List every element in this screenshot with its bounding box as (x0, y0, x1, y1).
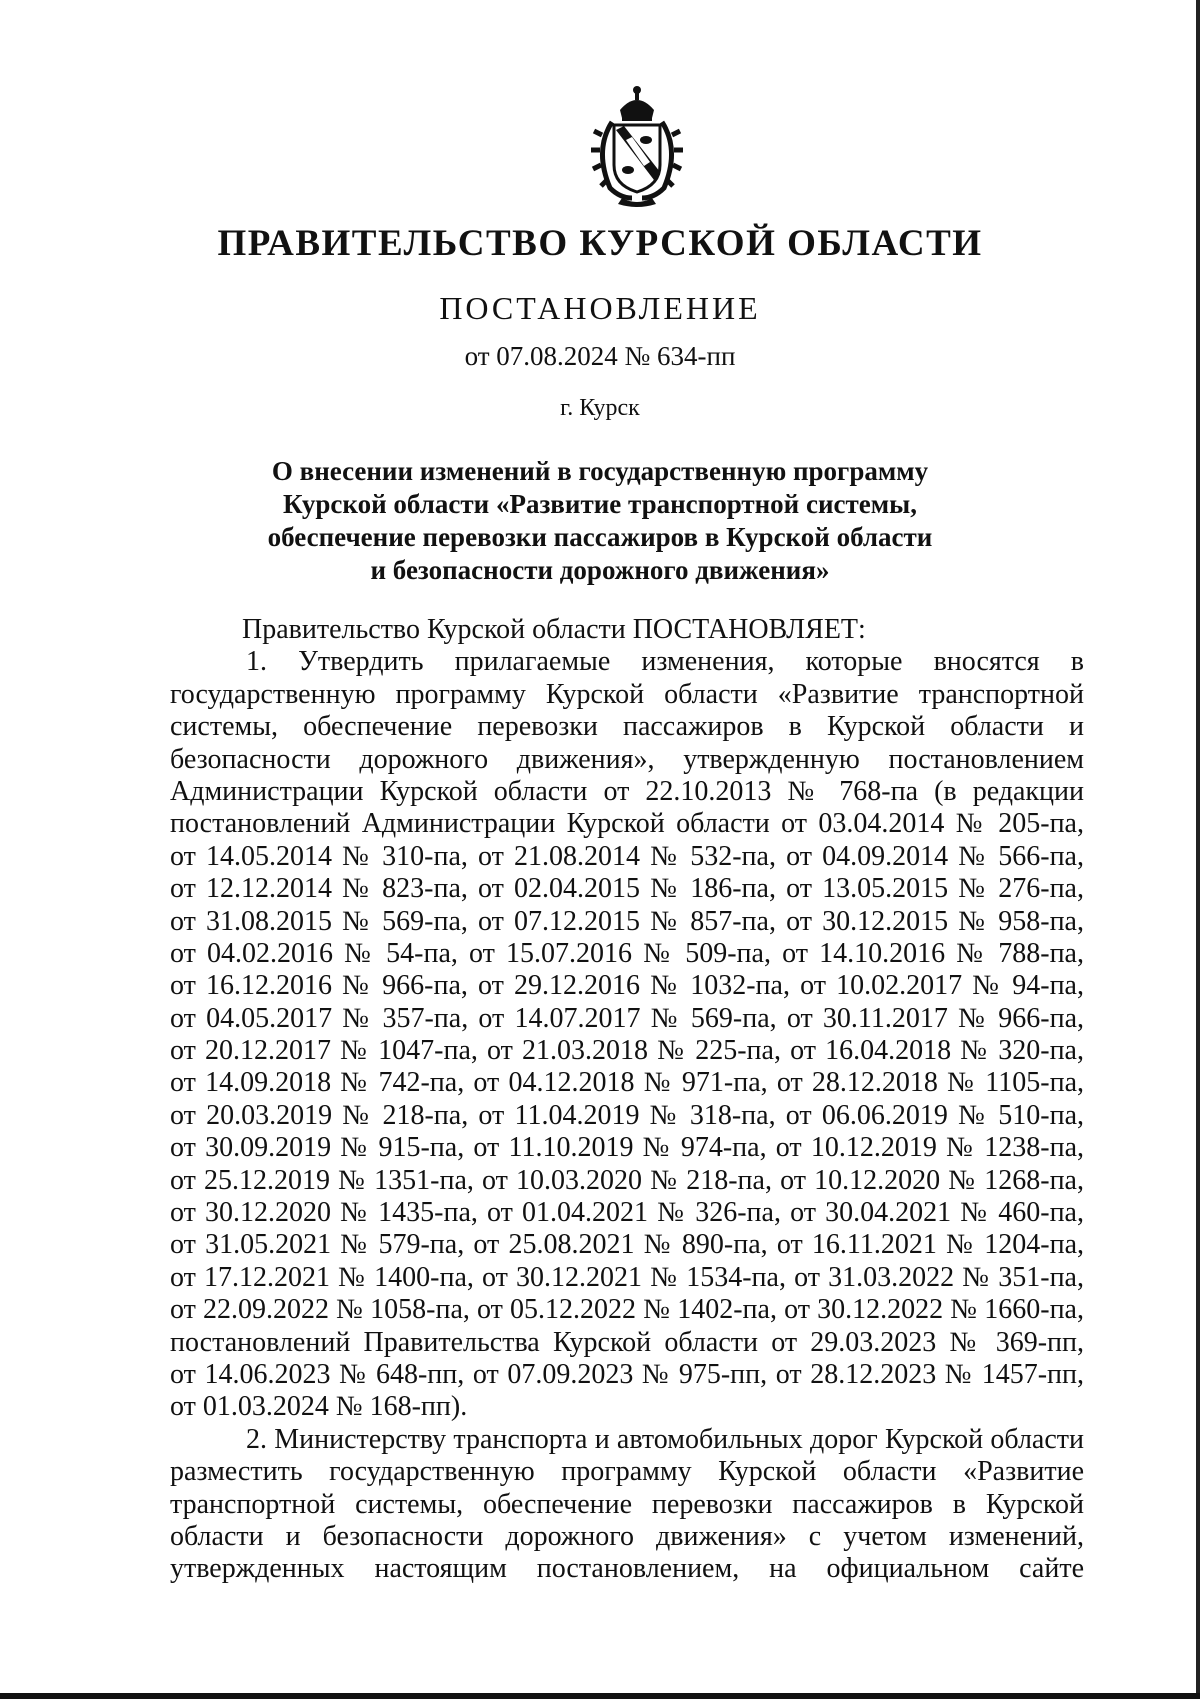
paragraph-1-line: от 20.03.2019 № 218-па, от 11.04.2019 № 318-па, от 06.06.2019 № 510-па, (170, 1099, 1084, 1131)
paragraph-1-line: от 30.12.2020 № 1435-па, от 01.04.2021 № 326-па, от 30.04.2021 № 460-па, (170, 1197, 1084, 1229)
paragraph-2-line: области и безопасности дорожного движения» с учетом изменений, (170, 1520, 1084, 1552)
paragraph-1-line: Администрации Курской области от 22.10.2013 № 768-па (в редакции (170, 775, 1084, 807)
heading-line: О внесении изменений в государственную программу (271, 456, 929, 486)
paragraph-1-line: от 31.05.2021 № 579-па, от 25.08.2021 № 890-па, от 16.11.2021 № 1204-па, (170, 1229, 1084, 1261)
document-body (170, 614, 1084, 1586)
paragraph-1-line: от 14.09.2018 № 742-па, от 04.12.2018 № 971-па, от 28.12.2018 № 1105-па, (170, 1067, 1084, 1099)
kursk-oblast-coat-of-arms-icon (572, 80, 702, 210)
heading-line: и безопасности дорожного движения» (370, 555, 830, 585)
paragraph-1-line: государственную программу Курской области «Развитие транспортной (170, 678, 1084, 710)
paragraph-1-line: от 31.08.2015 № 569-па, от 07.12.2015 № 857-па, от 30.12.2015 № 958-па, (170, 905, 1084, 937)
paragraph-2-line: транспортной системы, обеспечение перевозки пассажиров в Курской (170, 1488, 1084, 1520)
paragraph-1-line: от 22.09.2022 № 1058-па, от 05.12.2022 № 1402-па, от 30.12.2022 № 1660-па, (170, 1294, 1084, 1326)
paragraph-2-line: утвержденных настоящим постановлением, на официальном сайте (170, 1553, 1084, 1585)
paragraph-1-line: от 01.03.2024 № 168-пп). (170, 1391, 468, 1423)
paragraph-2-line: разместить государственную программу Курской области «Развитие (170, 1456, 1084, 1488)
paragraph-1-line: от 25.12.2019 № 1351-па, от 10.03.2020 № 218-па, от 10.12.2020 № 1268-па, (170, 1164, 1084, 1196)
paragraph-1-line: от 20.12.2017 № 1047-па, от 21.03.2018 № 225-па, от 16.04.2018 № 320-па, (170, 1035, 1084, 1067)
document-date-number: от 07.08.2024 № 634-пп (464, 341, 736, 371)
organization-title: ПРАВИТЕЛЬСТВО КУРСКОЙ ОБЛАСТИ (217, 223, 983, 264)
paragraph-1-line: постановлений Администрации Курской области от 03.04.2014 № 205-па, (170, 808, 1084, 840)
body-intro: Правительство Курской области ПОСТАНОВЛЯЕТ: (242, 614, 866, 645)
paragraph-1-line: от 30.09.2019 № 915-па, от 11.10.2019 № 974-па, от 10.12.2019 № 1238-па, (170, 1132, 1084, 1164)
document-heading (0, 455, 1200, 587)
paragraph-1-line: системы, обеспечение перевозки пассажиров в Курской области и (170, 711, 1084, 743)
document-type: ПОСТАНОВЛЕНИЕ (439, 290, 761, 326)
paragraph-1-line: постановлений Правительства Курской области от 29.03.2023 № 369-пп, (170, 1326, 1084, 1358)
paragraph-1-line: безопасности дорожного движения», утвержденную постановлением (170, 743, 1084, 775)
paragraph-1-line: от 17.12.2021 № 1400-па, от 30.12.2021 № 1534-па, от 31.03.2022 № 351-па, (170, 1261, 1084, 1293)
paragraph-1-line: от 16.12.2016 № 966-па, от 29.12.2016 № 1032-па, от 10.02.2017 № 94-па, (170, 970, 1084, 1002)
paragraph-1-line: от 04.05.2017 № 357-па, от 14.07.2017 № 569-па, от 30.11.2017 № 966-па, (170, 1002, 1084, 1034)
paragraph-1-line: 1. Утвердить прилагаемые изменения, которые вносятся в (246, 646, 1084, 678)
paragraph-1-line: от 14.05.2014 № 310-па, от 21.08.2014 № 532-па, от 04.09.2014 № 566-па, (170, 840, 1084, 872)
paragraph-1-line: от 04.02.2016 № 54-па, от 15.07.2016 № 509-па, от 14.10.2016 № 788-па, (170, 937, 1084, 969)
heading-line: Курской области «Развитие транспортной системы, (283, 489, 917, 519)
paragraph-1-line: от 12.12.2014 № 823-па, от 02.04.2015 № 186-па, от 13.05.2015 № 276-па, (170, 873, 1084, 905)
heading-line: обеспечение перевозки пассажиров в Курской области (267, 522, 933, 552)
document-city: г. Курск (560, 395, 640, 421)
paragraph-2-line: 2. Министерству транспорта и автомобильных дорог Курской области (246, 1423, 1084, 1455)
paragraph-1-line: от 14.06.2023 № 648-пп, от 07.09.2023 № 975-пп, от 28.12.2023 № 1457-пп, (170, 1358, 1084, 1390)
